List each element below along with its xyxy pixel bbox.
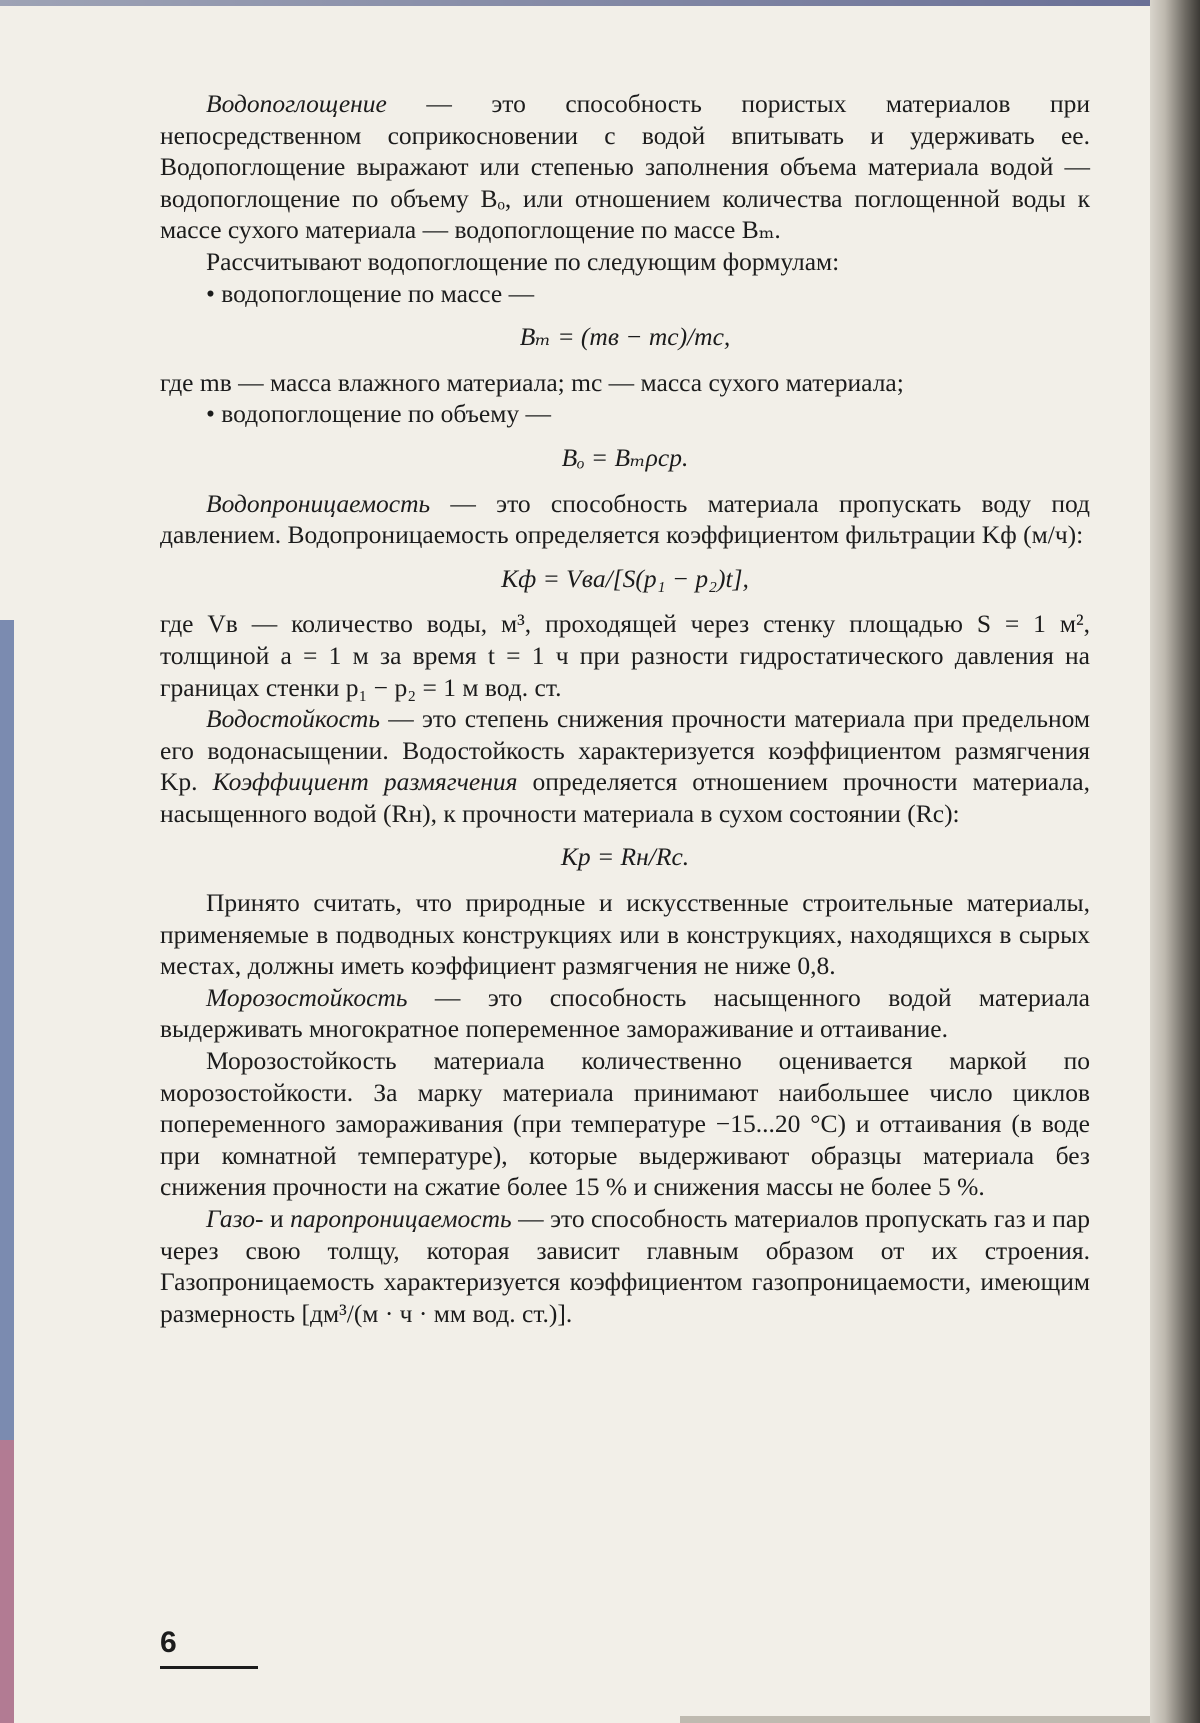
term-water-absorption: Водопоглощение [206,89,387,118]
term-permeability: Водопроницаемость [206,488,431,518]
page-number: 6 [160,1626,177,1659]
bullet-mass: • водопоглощение по массе — [206,278,535,308]
paragraph-permeability: Водопроницаемость — это способность материала пропускать воду под давлением. Водопроницаемость определяется коэффициентом фильтрации Kф (м/ч): [160,488,1090,550]
paragraph-where-mass: где mв — масса влажного материала; mс — масса сухого материала; [160,367,904,397]
left-edge-pink [0,1440,14,1723]
left-edge-blue [0,620,14,1440]
paragraph-gas-permeability: Газо- и паропроницаемость — это способность материалов пропускать газ и пар через свою толщу, которая зависит главным образом от их строения. Газопроницаемость характеризуется коэффициентом газопроницаемости, имеющим размерность [дм³/(м · ч · мм вод. ст.)]. [160,1204,1090,1328]
body-text [160,88,1090,1329]
term-water-resistance: Водостойкость [206,704,380,734]
formula-filtration: Kф = Vвa/[S(p₁ − p₂)t], [501,563,749,593]
paragraph-frost-grade: Морозостойкость материала количественно оценивается маркой по морозостойкости. За марку материала принимают наибольшее число циклов попеременного замораживания (при температуре −15...20 °С) и оттаивания (в воде при комнатной температуре), которые выдерживают образцы материала без снижения прочности на сжатие более 15 % и снижения массы не более 5 %. [160,1046,1090,1202]
paragraph-accepted: Принято считать, что природные и искусственные строительные материалы, применяемые в подводных конструкциях или в конструкциях, находящихся в сырых местах, должны иметь коэффициент размягчения не ниже 0,8. [160,888,1090,981]
paragraph-water-resistance: Водостойкость — это степень снижения прочности материала при предельном его водонасыщении. Водостойкость характеризуется коэффициентом размягчения Kр. Коэффициент размягчения определяется отношением прочности материала, насыщенного водой (Rн), к прочности материала в сухом состоянии (Rс): [160,704,1090,828]
paragraph-frost-resistance: Морозостойкость — это способность насыщенного водой материала выдерживать многократное попеременное замораживание и оттаивание. [160,982,1090,1044]
bullet-volume: • водопоглощение по объему — [206,399,552,429]
formula-volume: Вₒ = Вₘρср. [561,442,689,472]
term-softening-coefficient: Коэффициент размягчения [212,767,518,797]
top-edge [0,0,1150,6]
term-gas: Газо- [206,1204,264,1233]
formula-mass: Вₘ = (mв − mс)/mс, [519,322,731,352]
paragraph-formulas-intro: Рассчитывают водопоглощение по следующим формулам: [206,246,840,276]
bottom-edge [680,1716,1150,1723]
paragraph-water-absorption: Водопоглощение — это способность пористых материалов при непосредственном соприкосновении с водой впитывать и удерживать ее. Водопоглощение выражают или степенью заполнения объема материала водой — водопоглощение по объему Вₒ, или отношением количества поглощенной воды к массе сухого материала — водопоглощение по массе Вₘ. [160,89,1090,245]
book-spine [1150,0,1200,1723]
term-vapor-permeability: паропроницаемость [290,1204,512,1233]
page-number-rule [160,1666,258,1669]
term-frost-resistance: Морозостойкость [206,982,408,1012]
formula-softening: Kр = Rн/Rс. [560,842,690,872]
paragraph-where-filtration: где Vв — количество воды, м³, проходящей через стенку площадью S = 1 м², толщиной a = 1 м за время t = 1 ч при разности гидростатического давления на границах стенки p₁ − p₂ = 1 м вод. ст. [160,609,1090,702]
